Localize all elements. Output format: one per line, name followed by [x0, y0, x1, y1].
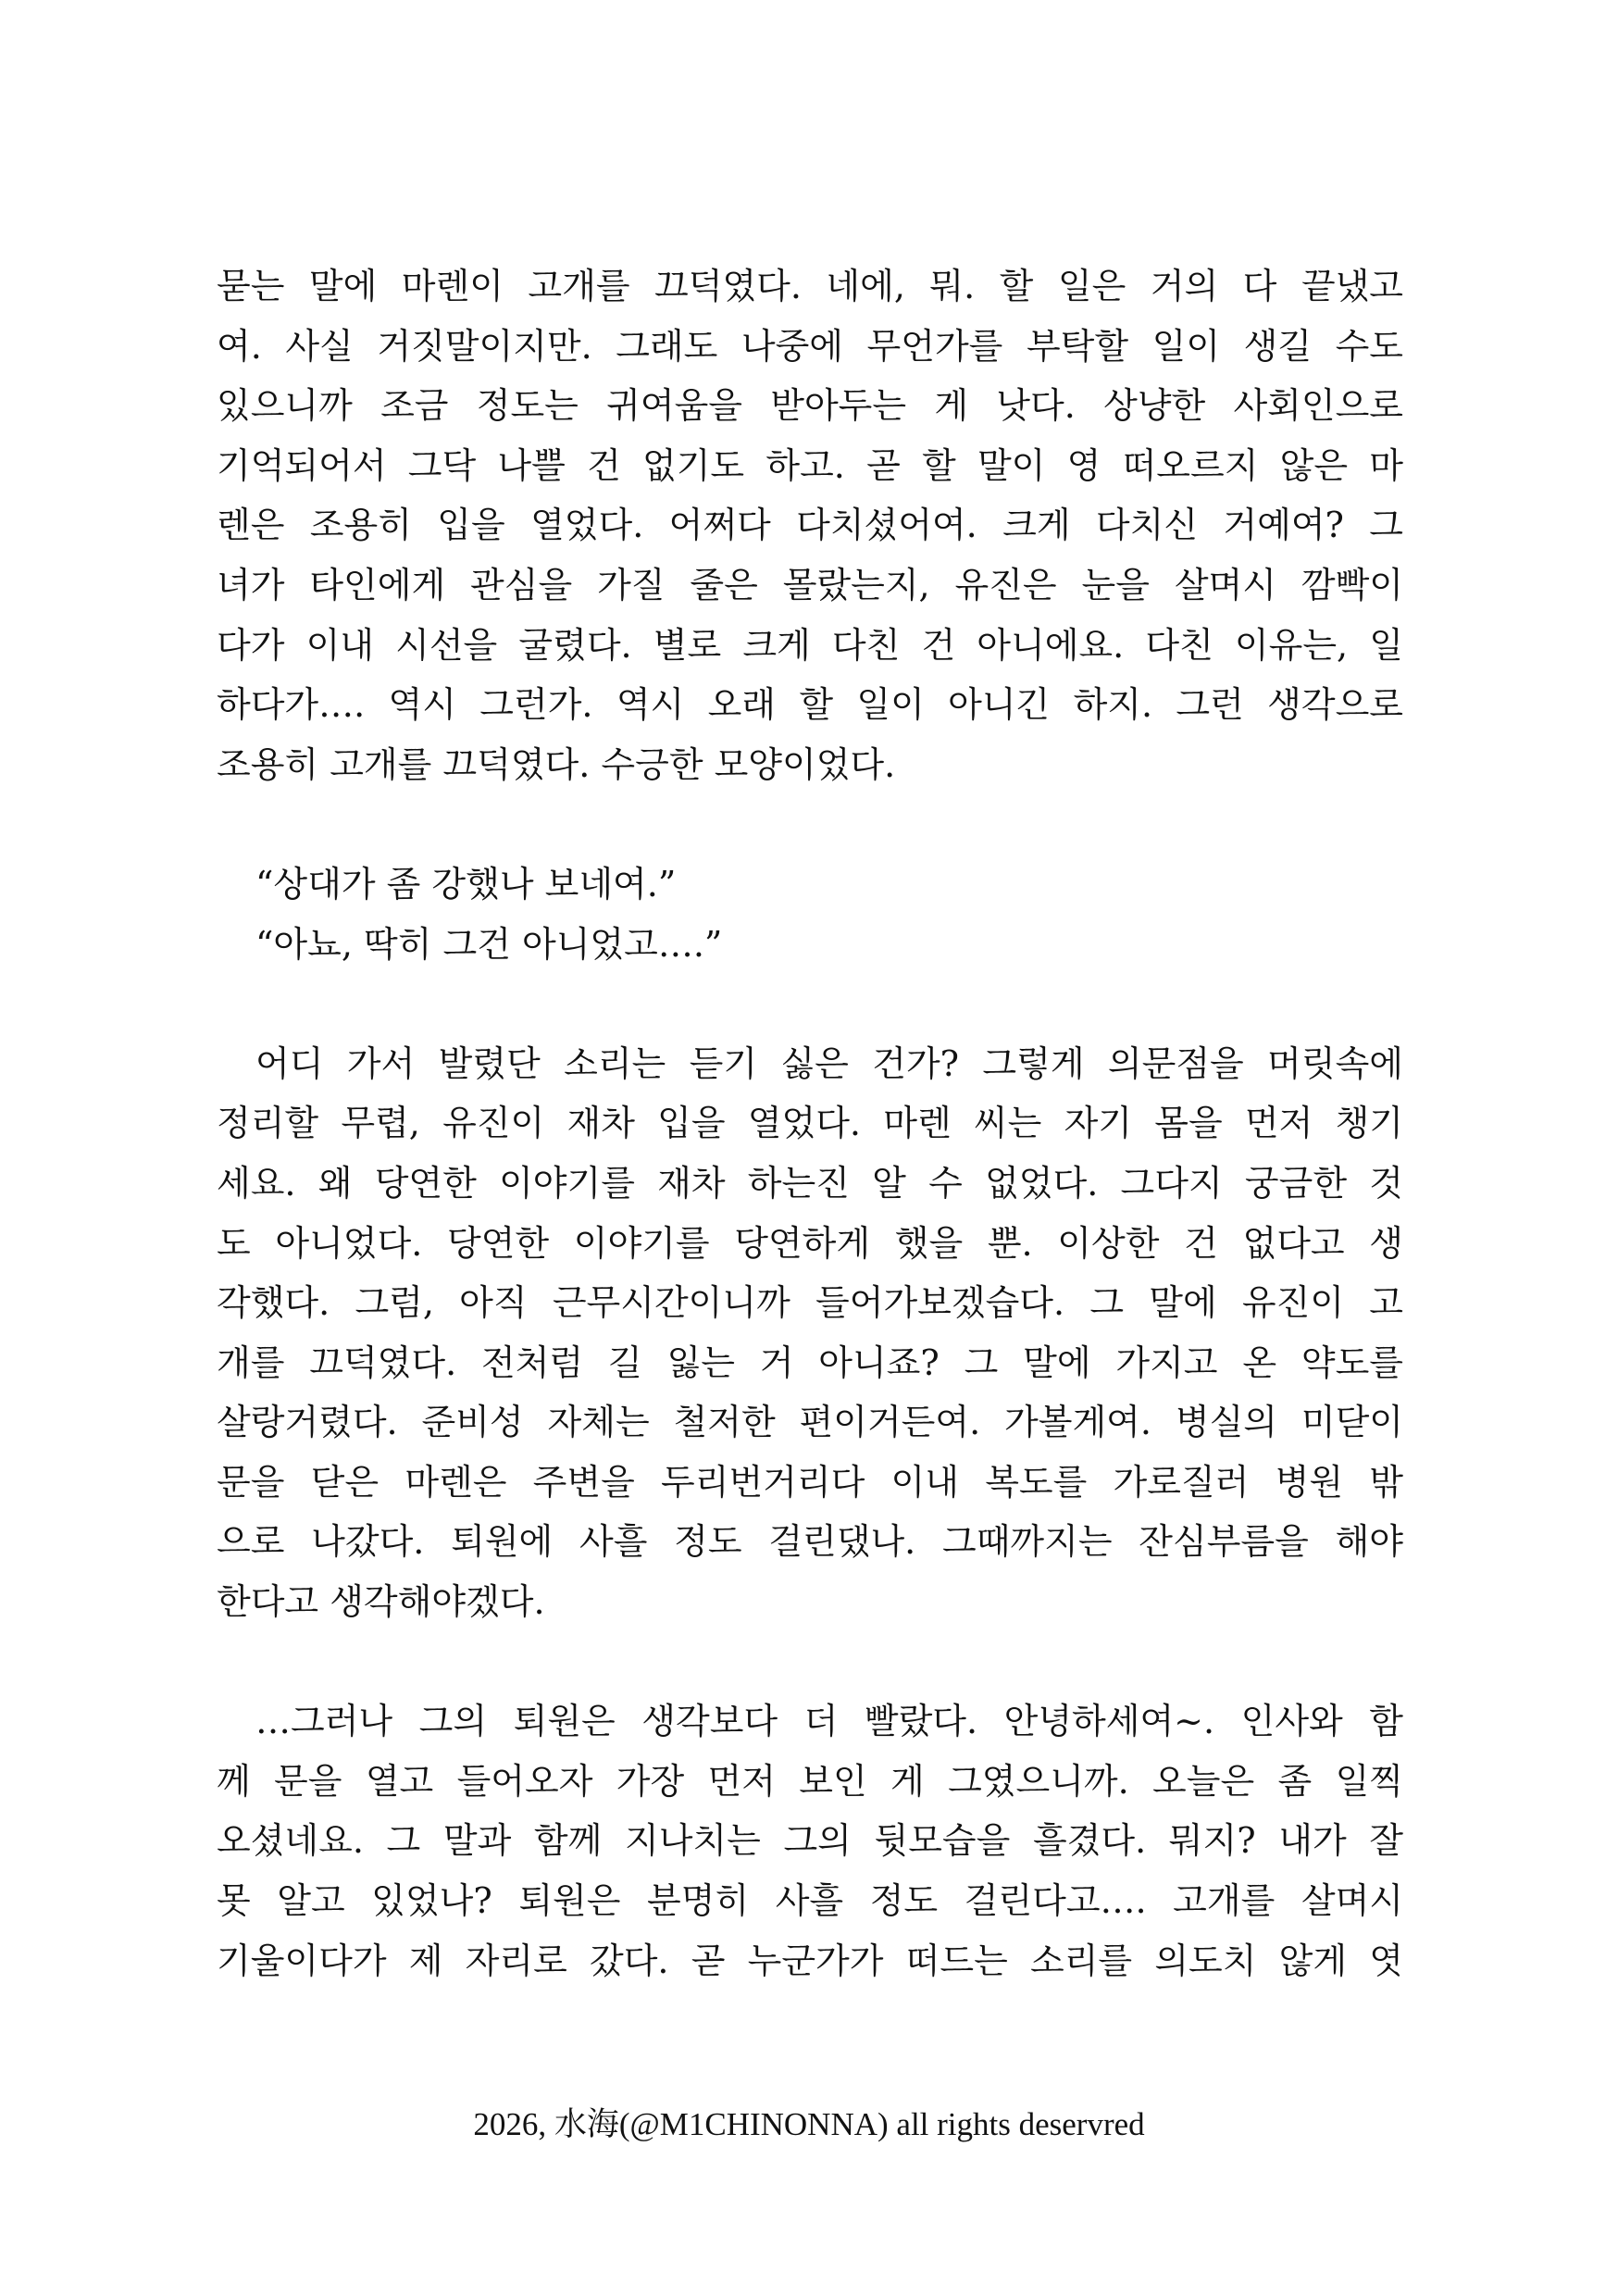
page-body [217, 256, 1403, 1990]
text-line: 께 문을 열고 들어오자 가장 먼저 보인 게 그였으니까. 오늘은 좀 일찍 [217, 1760, 1403, 1802]
text-line: 으로 나갔다. 퇴원에 사흘 정도 걸린댔나. 그때까지는 잔심부름을 해야 [217, 1521, 1403, 1563]
paragraph-gap [217, 1632, 1403, 1692]
dialogue-line [217, 855, 1403, 915]
text-line: 녀가 타인에게 관심을 가질 줄은 몰랐는지, 유진은 눈을 살며시 깜빡이 [217, 564, 1403, 605]
text-line: 어디 가서 발렸단 소리는 듣기 싫은 건가? 그렇게 의문점을 머릿속에 [255, 1042, 1403, 1084]
text-line: 여. 사실 거짓말이지만. 그래도 나중에 무언가를 부탁할 일이 생길 수도 [217, 325, 1403, 367]
text-line: 한다고 생각해야겠다. [217, 1581, 545, 1623]
dialogue-line [217, 915, 1403, 975]
text-line: 문을 닫은 마렌은 주변을 두리번거리다 이내 복도를 가로질러 병원 밖 [217, 1461, 1403, 1503]
text-line: 세요. 왜 당연한 이야기를 재차 하는진 알 수 없었다. 그다지 궁금한 것 [217, 1162, 1403, 1204]
text-line: 살랑거렸다. 준비성 자체는 철저한 편이거든여. 가볼게여. 병실의 미닫이 [217, 1402, 1403, 1443]
paragraph-gap [217, 974, 1403, 1034]
text-line: 하다가…. 역시 그런가. 역시 오래 할 일이 아니긴 하지. 그런 생각으로 [217, 684, 1403, 726]
text-line: …그러나 그의 퇴원은 생각보다 더 빨랐다. 안녕하세여~. 인사와 함 [255, 1701, 1403, 1742]
text-line: 정리할 무렵, 유진이 재차 입을 열었다. 마렌 씨는 자기 몸을 먼저 챙기 [217, 1103, 1403, 1144]
text-line: 도 아니었다. 당연한 이야기를 당연하게 했을 뿐. 이상한 건 없다고 생 [217, 1222, 1403, 1264]
paragraph [217, 1691, 1403, 1990]
text-line: 기억되어서 그닥 나쁠 건 없기도 하고. 곧 할 말이 영 떠오르지 않은 마 [217, 444, 1403, 486]
copyright-footer: 2026, 水海(@M1CHINONNA) all rights deservred [473, 2106, 1145, 2142]
text-line: 오셨네요. 그 말과 함께 지나치는 그의 뒷모습을 흘겼다. 뭐지? 내가 잘 [217, 1820, 1403, 1862]
text-line: “상대가 좀 강했나 보네여.” [255, 863, 677, 905]
text-line: 렌은 조용히 입을 열었다. 어쩌다 다치셨어여. 크게 다치신 거예여? 그 [217, 505, 1403, 546]
text-line: 각했다. 그럼, 아직 근무시간이니까 들어가보겠습다. 그 말에 유진이 고 [217, 1282, 1403, 1324]
text-line: 못 알고 있었나? 퇴원은 분명히 사흘 정도 걸린다고…. 고개를 살며시 [217, 1880, 1403, 1922]
text-line: “아뇨, 딱히 그건 아니었고….” [255, 923, 723, 965]
text-line: 기울이다가 제 자리로 갔다. 곧 누군가가 떠드는 소리를 의도치 않게 엿 [217, 1940, 1403, 1981]
text-line: 조용히 고개를 끄덕였다. 수긍한 모양이었다. [217, 743, 896, 785]
text-line: 개를 끄덕였다. 전처럼 길 잃는 거 아니죠? 그 말에 가지고 온 약도를 [217, 1341, 1403, 1383]
text-line: 묻는 말에 마렌이 고개를 끄덕였다. 네에, 뭐. 할 일은 거의 다 끝냈고 [217, 266, 1403, 306]
text-line: 있으니까 조금 정도는 귀여움을 받아두는 게 낫다. 상냥한 사회인으로 [217, 385, 1403, 427]
paragraph [217, 1034, 1403, 1632]
text-line: 다가 이내 시선을 굴렸다. 별로 크게 다친 건 아니에요. 다친 이유는, 일 [217, 624, 1403, 666]
paragraph [217, 256, 1403, 794]
paragraph-gap [217, 794, 1403, 855]
